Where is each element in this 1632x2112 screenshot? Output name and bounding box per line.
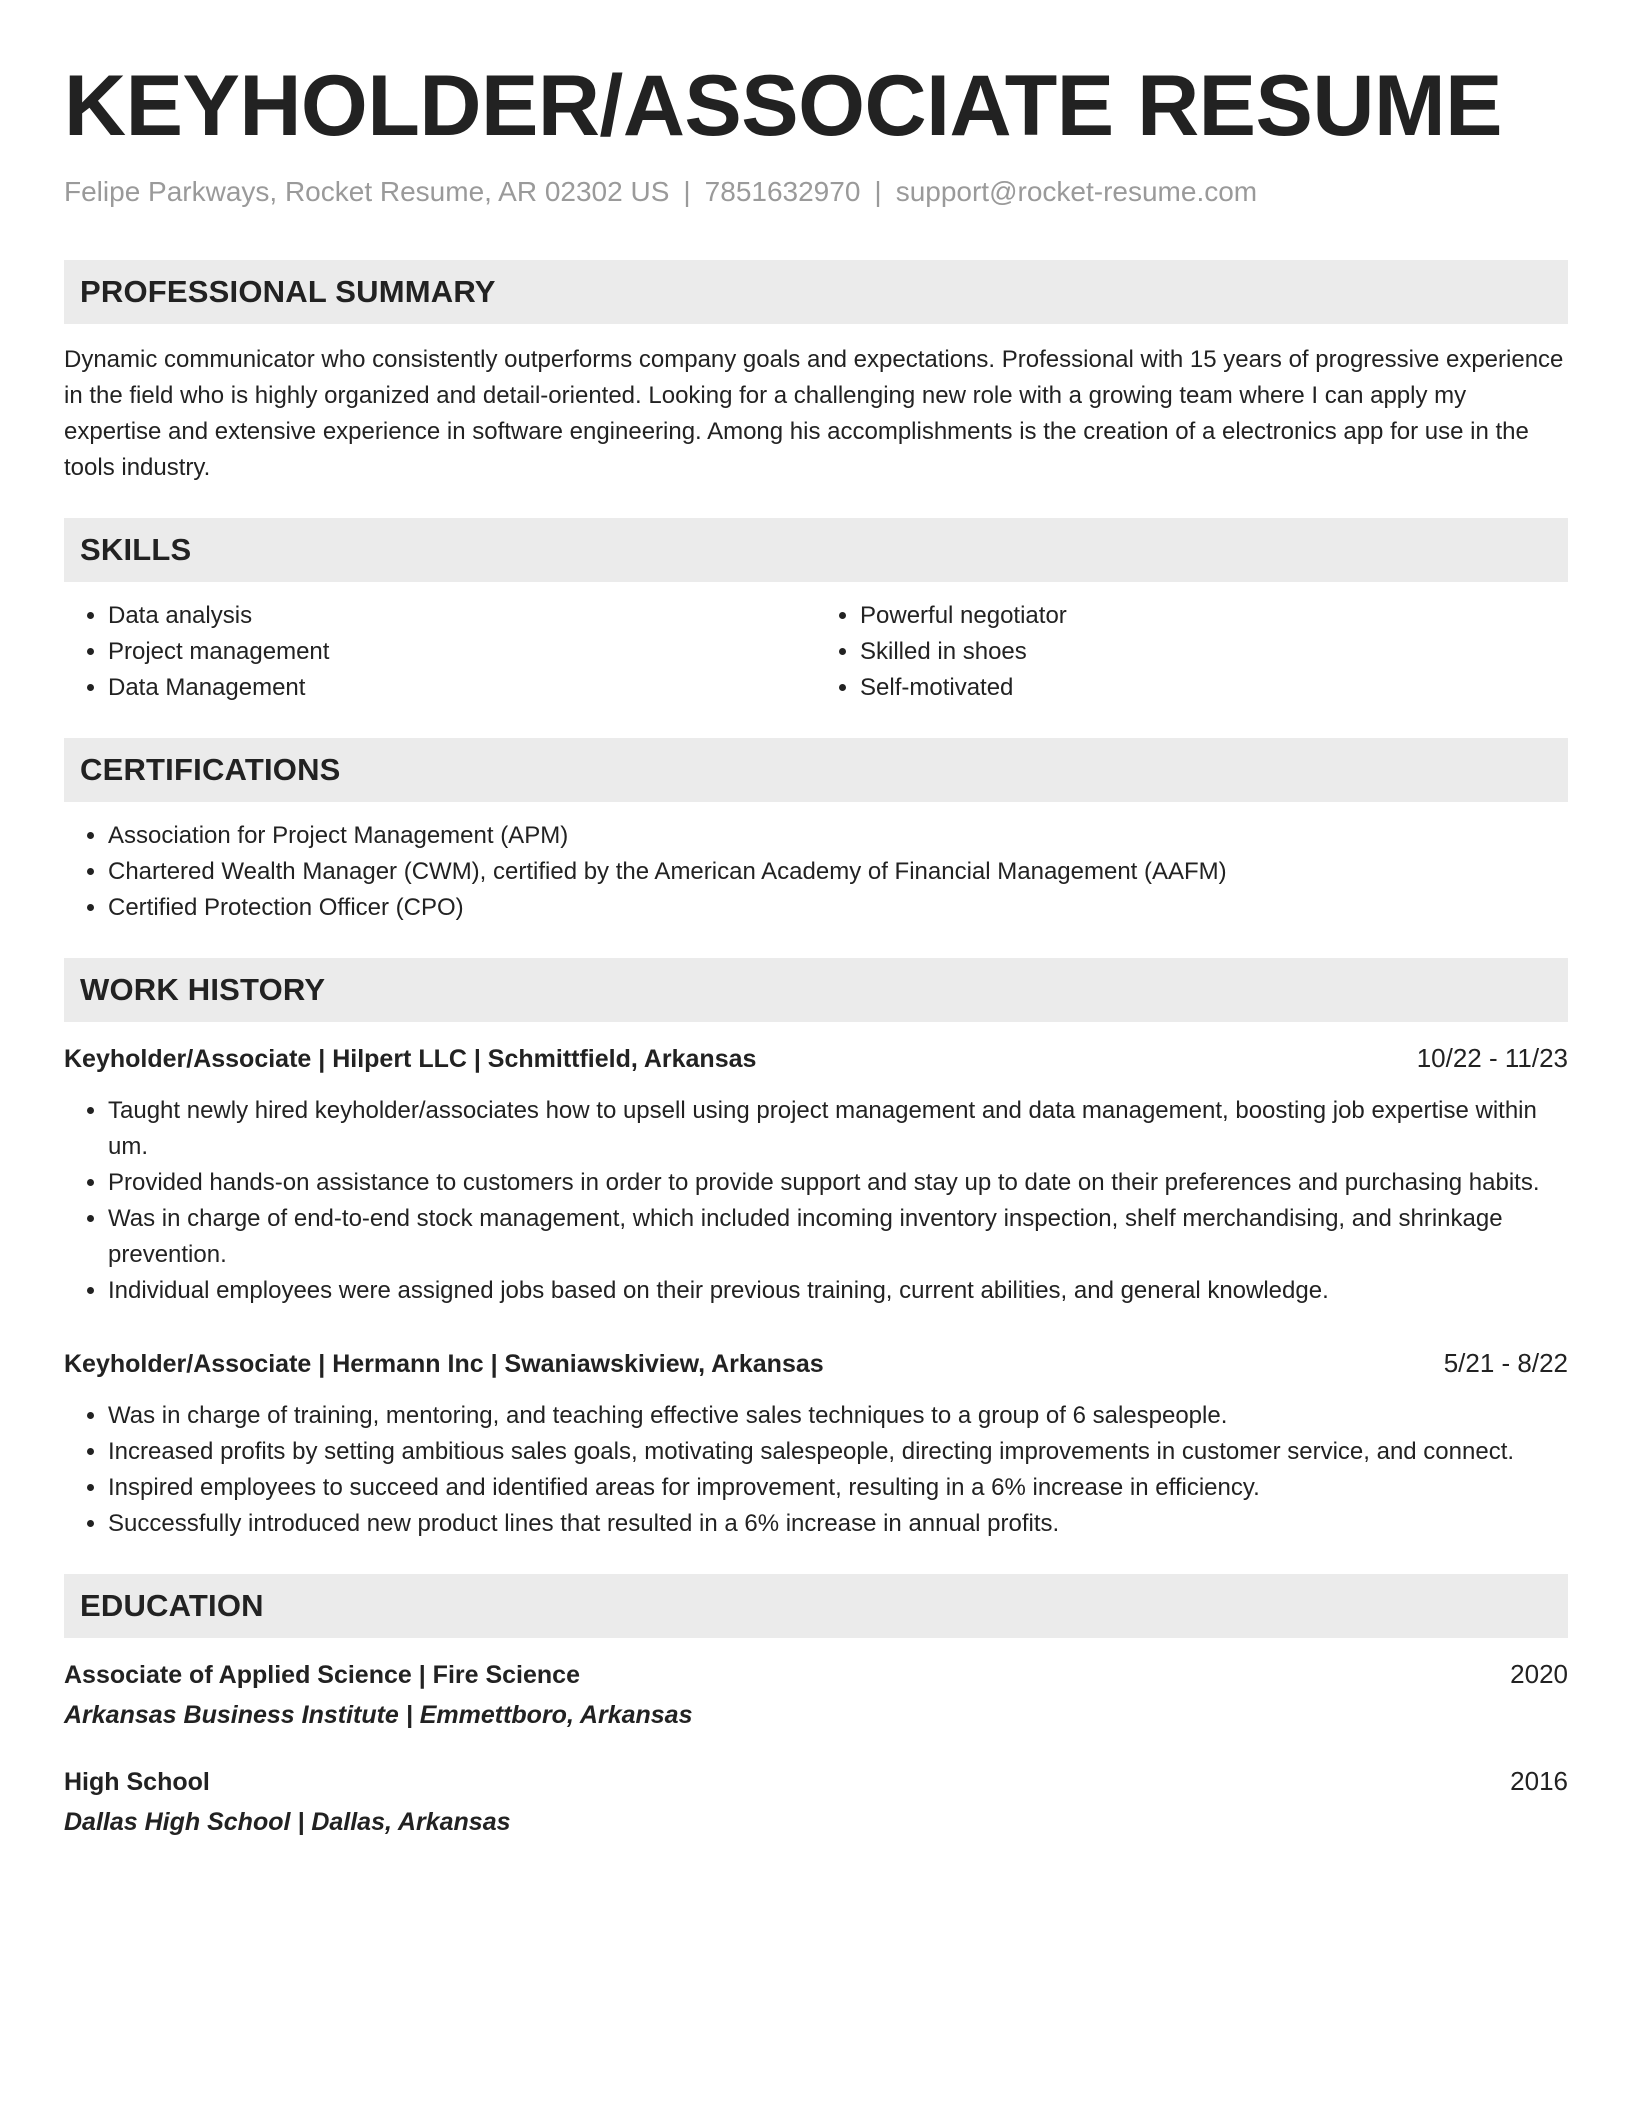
skill-item: • Project management xyxy=(108,634,816,670)
job-entry xyxy=(64,1345,1568,1542)
skill-item: • Data Management xyxy=(108,670,816,706)
education-year: 2020 xyxy=(1510,1659,1568,1689)
education-entry xyxy=(64,1656,1568,1733)
section-work-history xyxy=(64,958,1568,1542)
job-bullet: • Inspired employees to succeed and identified areas for improvement, resulting in a 6% increase in efficiency. xyxy=(108,1470,1568,1506)
job-bullet: • Was in charge of end-to-end stock management, which included incoming inventory inspection, shelf merchandising, and shrinkage prevention. xyxy=(108,1201,1568,1273)
job-title: Keyholder/Associate | Hermann Inc | Swaniawskiview, Arkansas xyxy=(64,1350,824,1378)
job-dates: 10/22 - 11/23 xyxy=(1416,1043,1568,1073)
certifications-list xyxy=(64,818,1568,926)
summary-text: Dynamic communicator who consistently outperforms company goals and expectations. Professional with 15 years of progressive experience in the field who is highly organized and detail-oriented. Looking for a challenging new role with a growing team where I can apply my expertise and extensive experience in software engineering. Among his accomplishments is the creation of a electronics app for use in the tools industry. xyxy=(64,346,1564,481)
education-degree: High School xyxy=(64,1768,210,1796)
section-heading: WORK HISTORY xyxy=(64,958,1568,1022)
education-header xyxy=(64,1763,1568,1800)
certification-item: • Certified Protection Officer (CPO) xyxy=(108,890,1568,926)
job-entry xyxy=(64,1040,1568,1309)
job-header xyxy=(64,1040,1568,1077)
contact-separator: | xyxy=(683,176,691,207)
section-certifications xyxy=(64,738,1568,926)
contact-separator: | xyxy=(874,176,882,207)
job-bullet: • Successfully introduced new product lines that resulted in a 6% increase in annual profits. xyxy=(108,1506,1568,1542)
job-bullet: • Was in charge of training, mentoring, and teaching effective sales techniques to a group of 6 salespeople. xyxy=(108,1398,1568,1434)
education-degree: Associate of Applied Science | Fire Science xyxy=(64,1661,580,1689)
job-header xyxy=(64,1345,1568,1382)
job-bullets xyxy=(64,1398,1568,1542)
job-bullet: • Individual employees were assigned jobs based on their previous training, current abilities, and general knowledge. xyxy=(108,1273,1568,1309)
job-bullet: • Taught newly hired keyholder/associates how to upsell using project management and data management, boosting job expertise within um. xyxy=(108,1093,1568,1165)
education-entry xyxy=(64,1763,1568,1840)
job-dates: 5/21 - 8/22 xyxy=(1443,1348,1568,1378)
skill-item: • Powerful negotiator xyxy=(860,598,1568,634)
education-school: Dallas High School | Dallas, Arkansas xyxy=(64,1808,511,1836)
education-header xyxy=(64,1656,1568,1693)
skill-item: • Data analysis xyxy=(108,598,816,634)
job-bullet: • Provided hands-on assistance to customers in order to provide support and stay up to date on their preferences and purchasing habits. xyxy=(108,1165,1568,1201)
section-heading: SKILLS xyxy=(64,518,1568,582)
job-bullets xyxy=(64,1093,1568,1309)
contact-address: Felipe Parkways, Rocket Resume, AR 02302 US xyxy=(64,176,670,207)
skill-item: • Skilled in shoes xyxy=(860,634,1568,670)
education-school: Arkansas Business Institute | Emmettboro, Arkansas xyxy=(64,1701,693,1729)
section-heading: CERTIFICATIONS xyxy=(64,738,1568,802)
skills-grid xyxy=(64,582,1568,706)
certification-item: • Chartered Wealth Manager (CWM), certified by the American Academy of Financial Management (AAFM) xyxy=(108,854,1568,890)
skills-list-left xyxy=(64,598,816,706)
resume-title: KEYHOLDER/ASSOCIATE RESUME xyxy=(64,58,1502,154)
job-title: Keyholder/Associate | Hilpert LLC | Schmittfield, Arkansas xyxy=(64,1045,757,1073)
contact-phone: 7851632970 xyxy=(704,176,861,207)
contact-line xyxy=(64,174,1568,210)
job-bullet: • Increased profits by setting ambitious sales goals, motivating salespeople, directing improvements in customer service, and connect. xyxy=(108,1434,1568,1470)
skill-item: • Self-motivated xyxy=(860,670,1568,706)
section-education xyxy=(64,1574,1568,1840)
education-year: 2016 xyxy=(1510,1766,1568,1796)
skills-list-right xyxy=(816,598,1568,706)
section-professional-summary xyxy=(64,260,1568,486)
section-skills xyxy=(64,518,1568,706)
section-heading: EDUCATION xyxy=(64,1574,1568,1638)
section-heading: PROFESSIONAL SUMMARY xyxy=(64,260,1568,324)
certification-item: • Association for Project Management (APM) xyxy=(108,818,1568,854)
contact-email: support@rocket-resume.com xyxy=(895,176,1258,207)
